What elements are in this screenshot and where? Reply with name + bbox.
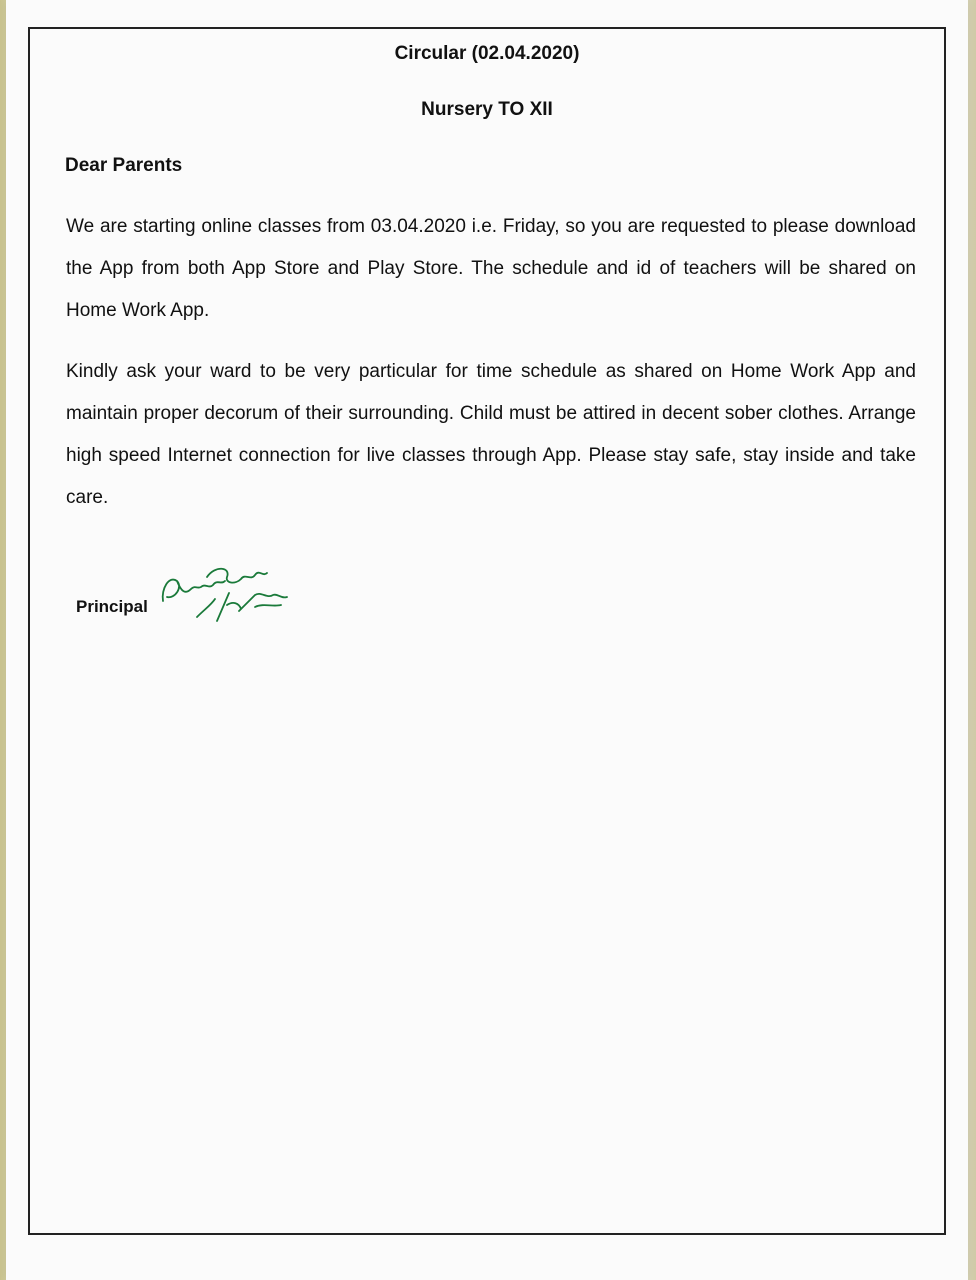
- document-border: [28, 27, 946, 1235]
- classes-heading: Nursery TO XII: [421, 99, 553, 120]
- circular-title: Circular (02.04.2020): [394, 43, 580, 64]
- paragraph-online-classes: We are starting online classes from 03.04.2020 i.e. Friday, so you are requested to please download the App from both App Store and Play Store. The schedule and id of teachers will be shared on Home Work App.: [66, 216, 916, 321]
- signature-scribble: [155, 559, 295, 629]
- salutation: Dear Parents: [65, 155, 183, 176]
- paragraph-instructions: Kindly ask your ward to be very particular for time schedule as shared on Home Work App and maintain proper decorum of their surrounding. Child must be attired in decent sober clothes. Arrange high speed Internet connection for live classes through App. Please stay safe, stay inside and take care.: [66, 361, 916, 508]
- paper-sheet: [6, 0, 968, 1280]
- signatory-label: Principal: [76, 597, 148, 616]
